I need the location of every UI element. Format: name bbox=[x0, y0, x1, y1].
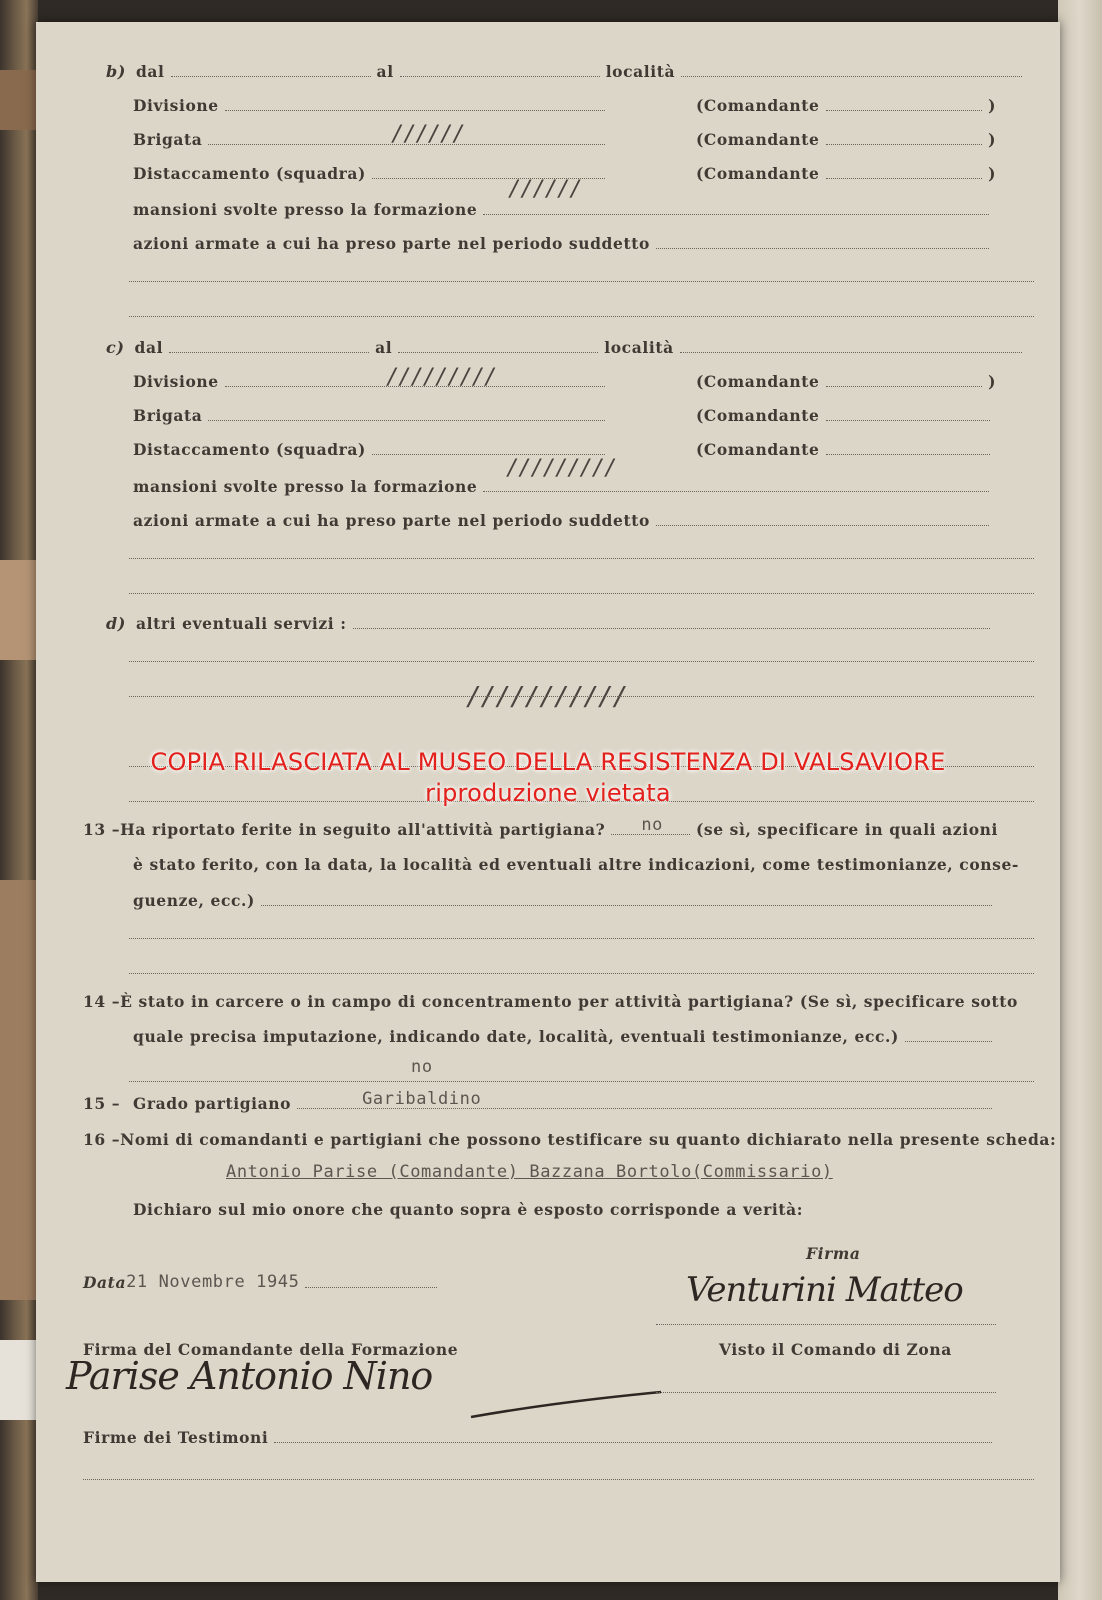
question-14-answer: no bbox=[411, 1057, 433, 1077]
section-c-divisione-row bbox=[133, 372, 611, 391]
localita-field[interactable] bbox=[680, 351, 1022, 353]
dal-label: dal bbox=[134, 338, 164, 357]
firma-comandante-label: Firma del Comandante della Formazione bbox=[83, 1340, 459, 1359]
question-14-row-2 bbox=[133, 1027, 998, 1046]
azioni-label: azioni armate a cui ha preso parte nel periodo suddetto bbox=[133, 234, 650, 253]
data-field[interactable] bbox=[305, 1286, 437, 1288]
question-13-text-cont: è stato ferito, con la data, la località ed eventuali altre indicazioni, come testimonianze, conse- bbox=[133, 855, 1019, 874]
comandante-field[interactable] bbox=[826, 453, 991, 455]
mansioni-strike-mark: ///////// bbox=[506, 456, 617, 481]
blank-line[interactable] bbox=[129, 557, 1034, 559]
question-15-row bbox=[83, 1089, 998, 1113]
question-13-row-2 bbox=[133, 855, 1019, 874]
question-number: 15 – bbox=[83, 1094, 121, 1113]
section-b-divisione-row bbox=[133, 96, 611, 115]
question-13-text-cont: (se sì, specificare in quali azioni bbox=[695, 820, 998, 839]
comandante-signature: Parise Antonio Nino bbox=[66, 1354, 433, 1398]
declaration-row bbox=[133, 1200, 998, 1219]
distaccamento-label: Distaccamento (squadra) bbox=[133, 440, 366, 459]
altri-servizi-field[interactable] bbox=[353, 627, 990, 629]
mansioni-label: mansioni svolte presso la formazione bbox=[133, 477, 478, 496]
blank-line[interactable] bbox=[129, 695, 1034, 697]
question-13-details-field[interactable] bbox=[261, 904, 992, 906]
signature-flourish bbox=[466, 1382, 666, 1422]
dal-field[interactable] bbox=[171, 75, 371, 77]
section-c-brigata-row bbox=[133, 406, 611, 425]
comandante-label: (Comandante bbox=[696, 164, 820, 183]
blank-line[interactable] bbox=[129, 937, 1034, 939]
declaration-text: Dichiaro sul mio onore che quanto sopra è esposto corrisponde a verità: bbox=[133, 1200, 804, 1219]
comandante-label: (Comandante bbox=[696, 96, 820, 115]
comandante-field[interactable] bbox=[826, 385, 983, 387]
al-field[interactable] bbox=[398, 351, 598, 353]
watermark-line-2: riproduzione vietata bbox=[425, 779, 671, 807]
question-15-answer: Garibaldino bbox=[362, 1089, 482, 1109]
question-14-details-field[interactable] bbox=[905, 1040, 992, 1042]
al-label: al bbox=[376, 62, 394, 81]
comandante-label: (Comandante bbox=[696, 440, 820, 459]
section-d-letter: d) bbox=[106, 614, 126, 633]
question-number: 16 – bbox=[83, 1130, 121, 1149]
section-c-letter: c) bbox=[106, 338, 125, 357]
form-page bbox=[36, 22, 1060, 1582]
paren-close: ) bbox=[988, 372, 996, 391]
blank-line[interactable] bbox=[129, 280, 1034, 282]
localita-label: località bbox=[604, 338, 674, 357]
al-label: al bbox=[375, 338, 393, 357]
altri-servizi-label: altri eventuali servizi : bbox=[135, 614, 347, 633]
mansioni-field[interactable] bbox=[483, 490, 989, 492]
dal-field[interactable] bbox=[169, 351, 369, 353]
signature-line[interactable] bbox=[656, 1324, 996, 1325]
blank-line[interactable] bbox=[129, 972, 1034, 974]
visto-comando-label: Visto il Comando di Zona bbox=[719, 1340, 952, 1359]
mansioni-strike-mark: ////// bbox=[508, 177, 582, 202]
question-13-answer-field[interactable] bbox=[611, 815, 690, 839]
blank-line[interactable] bbox=[129, 1080, 1034, 1082]
mansioni-field[interactable] bbox=[483, 213, 989, 215]
distaccamento-field[interactable] bbox=[372, 453, 605, 455]
localita-label: località bbox=[605, 62, 676, 81]
section-b-period-row bbox=[106, 62, 1028, 81]
question-number: 14 – bbox=[83, 992, 121, 1011]
comandante-label: (Comandante bbox=[696, 130, 820, 149]
data-row bbox=[83, 1272, 443, 1292]
paren-close: ) bbox=[988, 164, 996, 183]
comandante-field[interactable] bbox=[826, 419, 991, 421]
data-label: Data bbox=[83, 1273, 127, 1292]
section-c-mansioni-row bbox=[133, 477, 995, 496]
azioni-field[interactable] bbox=[656, 247, 989, 249]
testimoni-field[interactable] bbox=[274, 1441, 992, 1443]
comandante-field[interactable] bbox=[826, 109, 983, 111]
section-b-comandante-2 bbox=[696, 130, 996, 149]
binder-tab bbox=[0, 70, 38, 130]
question-16-answer: Antonio Parise (Comandante) Bazzana Bortolo(Commissario) bbox=[226, 1162, 833, 1182]
altri-servizi-strike-mark: /////////// bbox=[466, 682, 628, 712]
question-16-row bbox=[83, 1130, 1057, 1149]
data-value: 21 Novembre 1945 bbox=[126, 1272, 300, 1292]
section-c-comandante-2 bbox=[696, 406, 996, 425]
firma-label: Firma bbox=[806, 1244, 861, 1263]
divisione-strike-mark: ///////// bbox=[386, 365, 497, 390]
question-14-row-1 bbox=[83, 992, 1018, 1011]
main-signature: Venturini Matteo bbox=[686, 1270, 963, 1310]
brigata-field[interactable] bbox=[208, 419, 605, 421]
section-c-azioni-row bbox=[133, 511, 995, 530]
question-13-row-1 bbox=[83, 815, 998, 839]
azioni-label: azioni armate a cui ha preso parte nel periodo suddetto bbox=[133, 511, 650, 530]
question-13-row-3 bbox=[133, 891, 998, 910]
comandante-label: (Comandante bbox=[696, 372, 820, 391]
next-page-edge bbox=[1058, 0, 1102, 1600]
question-16-text: Nomi di comandanti e partigiani che possono testificare su quanto dichiarato nella presente scheda: bbox=[120, 1130, 1057, 1149]
paren-close: ) bbox=[988, 96, 996, 115]
mansioni-label: mansioni svolte presso la formazione bbox=[133, 200, 478, 219]
blank-line[interactable] bbox=[129, 315, 1034, 317]
question-14-text-cont: quale precisa imputazione, indicando date, località, eventuali testimonianze, ecc.) bbox=[133, 1027, 899, 1046]
question-number: 13 – bbox=[83, 820, 121, 839]
section-b-brigata-row bbox=[133, 130, 611, 149]
watermark-line-1: COPIA RILASCIATA AL MUSEO DELLA RESISTENZA DI VALSAVIORE bbox=[150, 748, 946, 776]
section-c-comandante-1 bbox=[696, 372, 996, 391]
azioni-field[interactable] bbox=[656, 524, 989, 526]
divisione-label: Divisione bbox=[133, 372, 219, 391]
firme-testimoni-label: Firme dei Testimoni bbox=[83, 1428, 269, 1447]
paren-close: ) bbox=[988, 130, 996, 149]
visto-signature-line[interactable] bbox=[656, 1392, 996, 1393]
localita-field[interactable] bbox=[681, 75, 1022, 77]
section-b-letter: b) bbox=[106, 62, 126, 81]
section-b-comandante-3 bbox=[696, 164, 996, 183]
brigata-label: Brigata bbox=[133, 130, 203, 149]
question-13-answer: no bbox=[641, 815, 663, 835]
question-15-text: Grado partigiano bbox=[133, 1094, 292, 1113]
testimoni-row bbox=[83, 1428, 998, 1447]
section-c-comandante-3 bbox=[696, 440, 996, 459]
divisione-field[interactable] bbox=[225, 109, 605, 111]
section-d-row bbox=[106, 614, 996, 633]
al-field[interactable] bbox=[400, 75, 600, 77]
brigata-strike-mark: ////// bbox=[391, 122, 465, 147]
question-15-answer-field[interactable] bbox=[297, 1089, 992, 1113]
blank-line[interactable] bbox=[83, 1478, 1034, 1480]
brigata-label: Brigata bbox=[133, 406, 203, 425]
blank-line[interactable] bbox=[129, 592, 1034, 594]
comandante-field[interactable] bbox=[826, 177, 983, 179]
section-b-comandante-1 bbox=[696, 96, 996, 115]
binder-tab bbox=[0, 560, 38, 660]
blank-line[interactable] bbox=[129, 660, 1034, 662]
dal-label: dal bbox=[135, 62, 165, 81]
divisione-label: Divisione bbox=[133, 96, 219, 115]
section-c-period-row bbox=[106, 338, 1028, 357]
question-13-text-cont: guenze, ecc.) bbox=[133, 891, 255, 910]
section-b-azioni-row bbox=[133, 234, 995, 253]
binder-ribbon bbox=[0, 1340, 38, 1420]
comandante-field[interactable] bbox=[826, 143, 983, 145]
comandante-label: (Comandante bbox=[696, 406, 820, 425]
distaccamento-label: Distaccamento (squadra) bbox=[133, 164, 366, 183]
binder-tab bbox=[0, 880, 38, 1300]
section-b-mansioni-row bbox=[133, 200, 995, 219]
question-14-text: È stato in carcere o in campo di concentramento per attività partigiana? (Se sì, specificare sotto bbox=[120, 992, 1018, 1011]
question-13-text: Ha riportato ferite in seguito all'attività partigiana? bbox=[120, 820, 606, 839]
